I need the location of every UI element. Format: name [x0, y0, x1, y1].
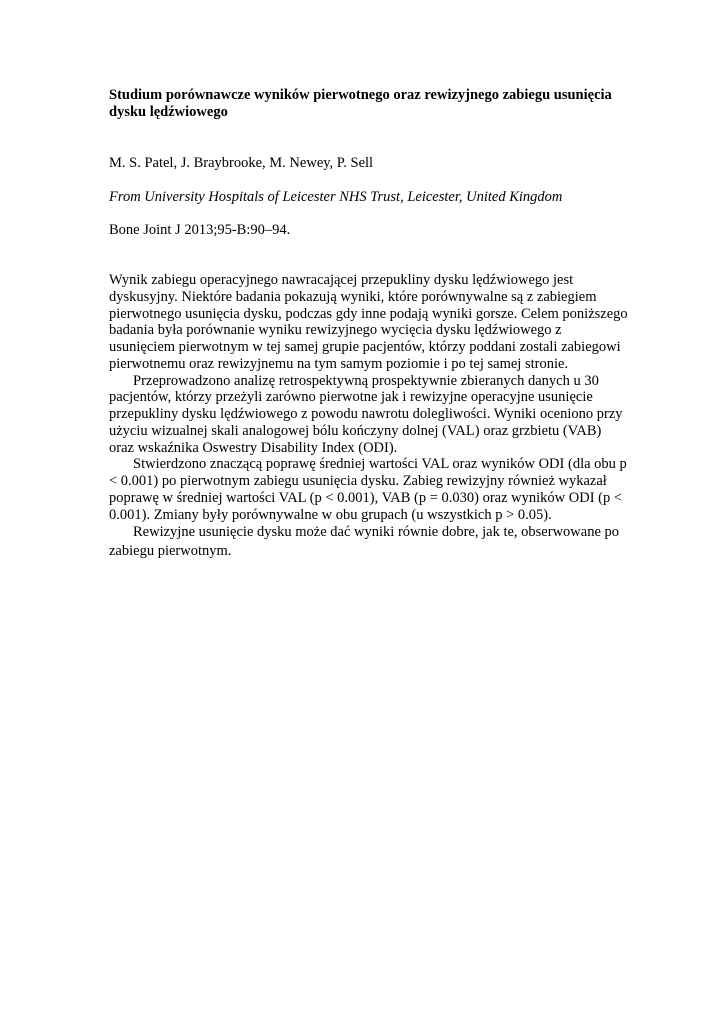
affiliation: From University Hospitals of Leicester NHS Trust, Leicester, United Kingdom	[109, 189, 563, 205]
abstract-paragraph-results: Stwierdzono znaczącą poprawę średniej wartości VAL oraz wyników ODI (dla obu p < 0.001) po pierwotnym zabiegu usunięcia dysku. Zabieg rewizyjny również wykazał poprawę w średniej wartości VAL (p < 0.001), VAB (p = 0.030) oraz wyników ODI (p < 0.001). Zmiany były porównywalne w obu grupach (u wszystkich p > 0.05).	[109, 456, 627, 523]
author-list: M. S. Patel, J. Braybrooke, M. Newey, P. Sell	[109, 155, 374, 171]
abstract-paragraph-methods: Przeprowadzono analizę retrospektywną prospektywnie zbieranych danych u 30 pacjentów, którzy przeżyli zarówno pierwotne jak i rewizyjne operacyjne usunięcie przepukliny dysku lędźwiowego z powodu nawrotu dolegliwości. Wyniki oceniono przy użyciu wizualnej skali analogowej bólu kończyny dolnej (VAL) oraz grzbietu (VAB) oraz wskaźnika Oswestry Disability Index (ODI).	[109, 372, 623, 456]
abstract-paragraph-background: Wynik zabiegu operacyjnego nawracającej przepukliny dysku lędźwiowego jest dyskusyjny. Niektóre badania pokazują wyniki, które porównywalne są z zabiegiem pierwotnego usunięcia dysku, podczas gdy inne podają wyniki gorsze. Celem poniższego badania była porównanie wyniku rewizyjnego wycięcia dysku lędźwiowego z usunięciem pierwotnym w tej samej grupie pacjentów, którzy poddani zostali zabiegowi pierwotnemu oraz rewizyjnemu na tym samym poziomie i po tej samej stronie.	[109, 272, 628, 372]
journal-citation: Bone Joint J 2013;95-B:90–94.	[109, 222, 291, 238]
abstract	[109, 272, 629, 561]
paper-title: Studium porównawcze wyników pierwotnego oraz rewizyjnego zabiegu usunięcia dysku lędźwiowego	[109, 87, 612, 120]
abstract-paragraph-conclusion: Rewizyjne usunięcie dysku może dać wyniki równie dobre, jak te, obserwowane po zabiegu pierwotnym.	[109, 524, 620, 560]
